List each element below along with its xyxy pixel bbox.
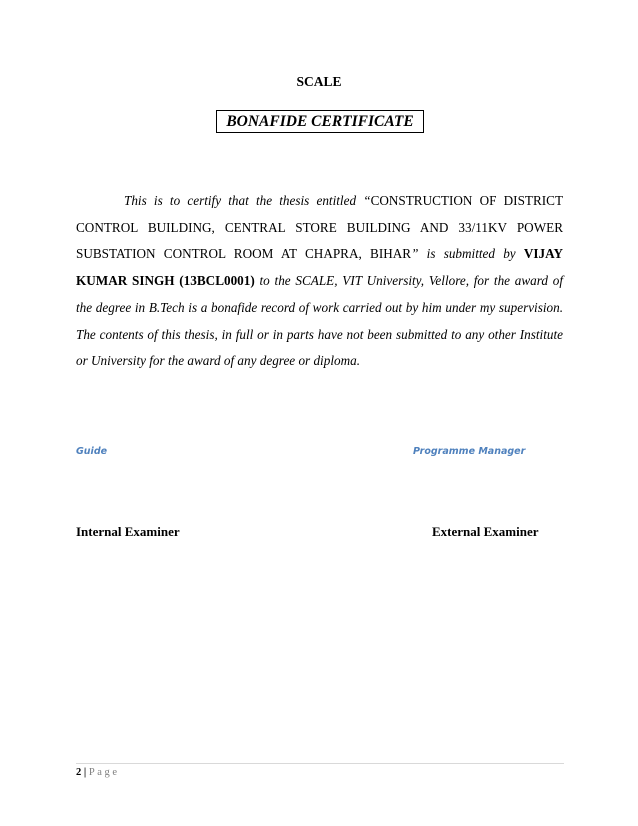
certificate-title: BONAFIDE CERTIFICATE — [216, 110, 424, 133]
internal-examiner-label: Internal Examiner — [76, 524, 180, 539]
page-footer — [76, 767, 120, 778]
body-submitted-by: is submitted by — [418, 246, 524, 262]
body-rest: to the SCALE, VIT University, Vellore, for the award of the degree in B.Tech is a bonafide record of work carried out by him under my supervision. The contents of this thesis, in full or in parts have not been submitted to any other Institute or University for the award of any degree or diploma. — [76, 273, 563, 369]
body-intro: This is to certify that the thesis entitled “ — [124, 193, 371, 208]
programme-manager-label: Programme Manager — [413, 446, 526, 457]
close-quote: ” — [411, 246, 419, 262]
department-heading: SCALE — [296, 74, 342, 89]
footer-divider — [76, 763, 564, 764]
thesis-title: CONSTRUCTION OF DISTRICT CONTROL BUILDING, CENTRAL STORE BUILDING AND 33/11KV POWER SUBSTATION CONTROL ROOM AT CHAPRA, BIHAR — [76, 193, 563, 262]
external-examiner-label: External Examiner — [432, 524, 539, 539]
page-number: 2 — [76, 767, 82, 778]
certificate-body — [76, 188, 563, 375]
page-label: Page — [88, 767, 120, 778]
guide-label: Guide — [76, 446, 108, 457]
student-name: VIJAY KUMAR SINGH (13BCL0001) — [76, 246, 563, 289]
footer-separator: | — [81, 767, 89, 778]
